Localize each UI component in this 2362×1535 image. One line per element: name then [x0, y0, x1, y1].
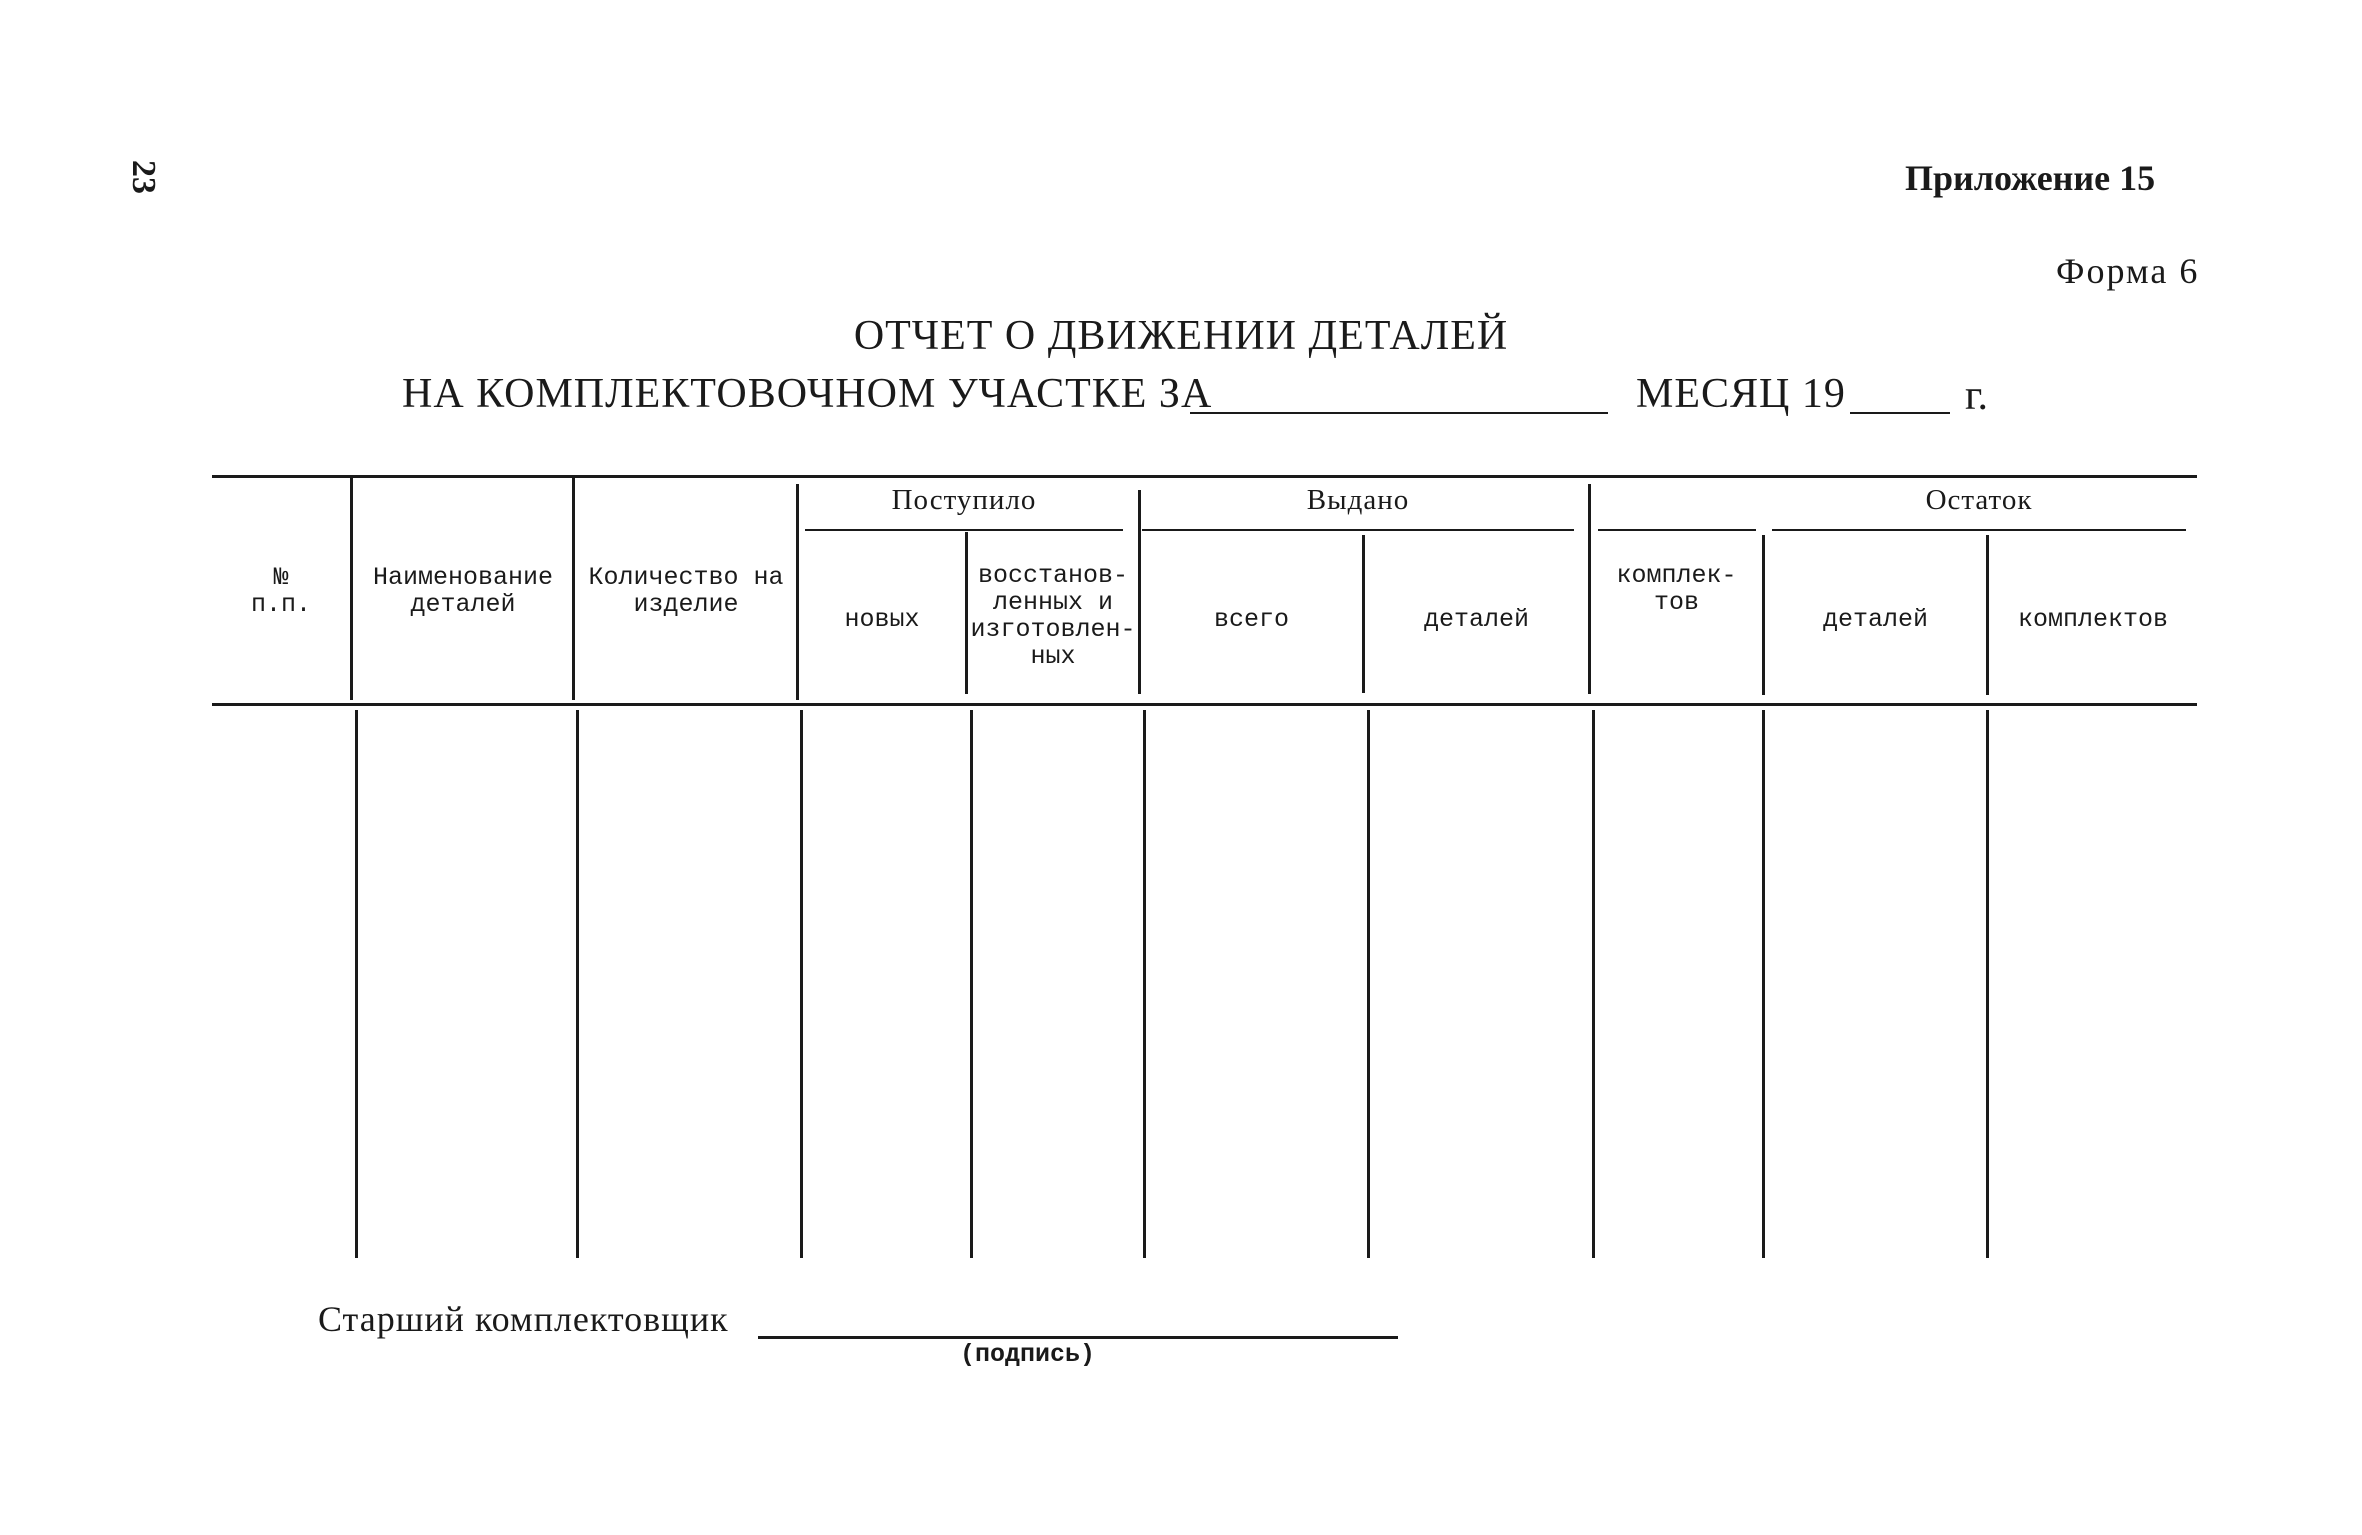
- group-remainder: Остаток: [1925, 484, 2033, 516]
- group-received: Поступило: [891, 484, 1037, 516]
- col-qty-header: Количество на изделие: [588, 563, 784, 619]
- col-parts-issued-header: деталей: [1423, 605, 1530, 634]
- col-new-header: новых: [844, 605, 920, 634]
- month-label: МЕСЯЦ 19: [1636, 371, 1846, 417]
- group-issued: Выдано: [1306, 484, 1410, 516]
- col-restored-header: восстанов- ленных и изготовлен- ных: [970, 561, 1136, 671]
- body-divider-1: [355, 710, 358, 1258]
- issued-group-rule: [1142, 529, 1574, 531]
- col-number-header: № п.п.: [250, 563, 311, 619]
- remainder-sets-rule: [1598, 529, 1756, 531]
- body-divider-5: [1143, 710, 1146, 1258]
- page-number: 23: [125, 160, 162, 194]
- appendix-label: Приложение 15: [1905, 158, 2156, 198]
- signature-label: Старший комплектовщик: [318, 1299, 729, 1339]
- document-title: ОТЧЕТ О ДВИЖЕНИИ ДЕТАЛЕЙ: [853, 313, 1509, 359]
- col-sets-issued-header: комплек- тов: [1616, 561, 1737, 617]
- col-sets-remainder-header: комплектов: [2017, 605, 2169, 634]
- header-bottom-rule: [212, 703, 2197, 706]
- form-label: Форма 6: [2056, 251, 2200, 291]
- col-name-header: Наименование деталей: [372, 563, 554, 619]
- table-top-rule: [212, 475, 2197, 478]
- signature-hint: (подпись): [960, 1340, 1096, 1369]
- body-divider-8: [1762, 710, 1765, 1258]
- body-divider-7: [1592, 710, 1595, 1258]
- body-divider-9: [1986, 710, 1989, 1258]
- remainder-group-rule: [1772, 529, 2186, 531]
- year-blank-line: [1850, 412, 1950, 414]
- signature-line: [758, 1336, 1398, 1339]
- body-divider-6: [1367, 710, 1370, 1258]
- col-parts-remainder-header: деталей: [1822, 605, 1929, 634]
- month-blank-line: [1190, 412, 1608, 414]
- subtitle-prefix: НА КОМПЛЕКТОВОЧНОМ УЧАСТКЕ ЗА: [402, 371, 1213, 417]
- year-suffix: г.: [1965, 373, 1988, 419]
- body-divider-4: [970, 710, 973, 1258]
- col-total-header: всего: [1213, 605, 1289, 634]
- received-group-rule: [805, 529, 1123, 531]
- body-divider-2: [576, 710, 579, 1258]
- col-divider-5: [1138, 490, 1141, 694]
- body-divider-3: [800, 710, 803, 1258]
